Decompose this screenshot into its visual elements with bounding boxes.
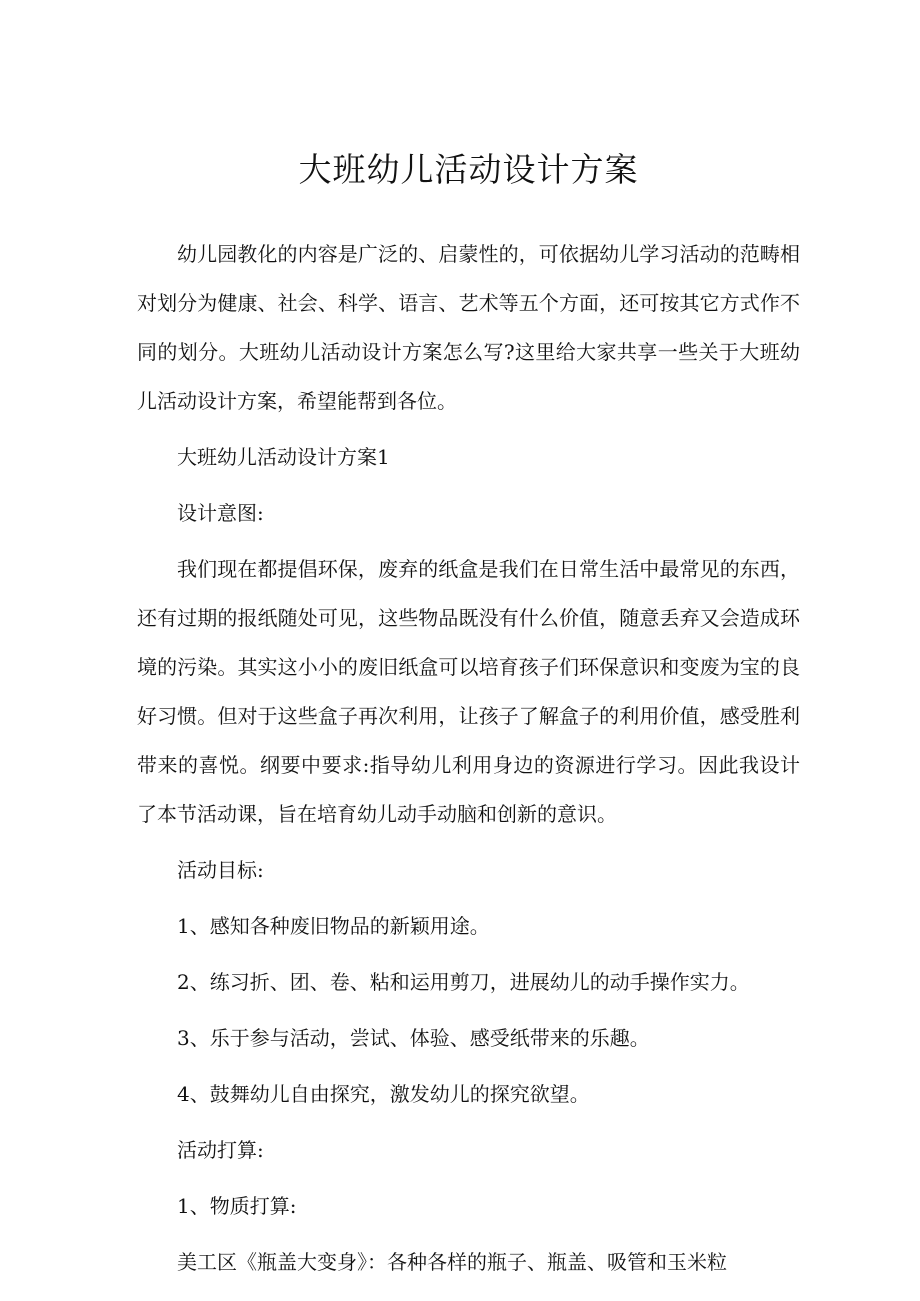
- design-intent-paragraph: 我们现在都提倡环保，废弃的纸盒是我们在日常生活中最常见的东西，还有过期的报纸随处可见，这些物品既没有什么价值，随意丢弃又会造成环境的污染。其实这小小的废旧纸盒可以培育孩子们环保意识和变废为宝的良好习惯。但对于这些盒子再次利用，让孩子了解盒子的利用价值，感受胜利带来的喜悦。纲要中要求:指导幼儿利用身边的资源进行学习。因此我设计了本节活动课，旨在培育幼儿动手动脑和创新的意识。: [137, 557, 800, 826]
- document-title: 大班幼儿活动设计方案: [298, 150, 639, 189]
- section-heading-design-intent: 设计意图:: [177, 501, 264, 525]
- goal-item-4: 4、鼓舞幼儿自由探究，激发幼儿的探究欲望。: [177, 1082, 590, 1106]
- section-heading-activity-goals: 活动目标:: [177, 858, 264, 882]
- prep-item-1: 1、物质打算:: [177, 1194, 297, 1218]
- prep-detail: 美工区《瓶盖大变身》：各种各样的瓶子、瓶盖、吸管和玉米粒: [177, 1250, 727, 1274]
- intro-paragraph: 幼儿园教化的内容是广泛的、启蒙性的，可依据幼儿学习活动的范畴相对划分为健康、社会、科学、语言、艺术等五个方面，还可按其它方式作不同的划分。大班幼儿活动设计方案怎么写?这里给大家共享一些关于大班幼儿活动设计方案，希望能帮到各位。: [137, 242, 800, 413]
- goal-item-2: 2、练习折、团、卷、粘和运用剪刀，进展幼儿的动手操作实力。: [177, 970, 750, 994]
- goal-item-1: 1、感知各种废旧物品的新颖用途。: [177, 914, 490, 938]
- goal-item-3: 3、乐于参与活动，尝试、体验、感受纸带来的乐趣。: [177, 1026, 650, 1050]
- section-heading-activity-prep: 活动打算:: [177, 1138, 264, 1162]
- section-heading-plan-1: 大班幼儿活动设计方案1: [177, 445, 390, 469]
